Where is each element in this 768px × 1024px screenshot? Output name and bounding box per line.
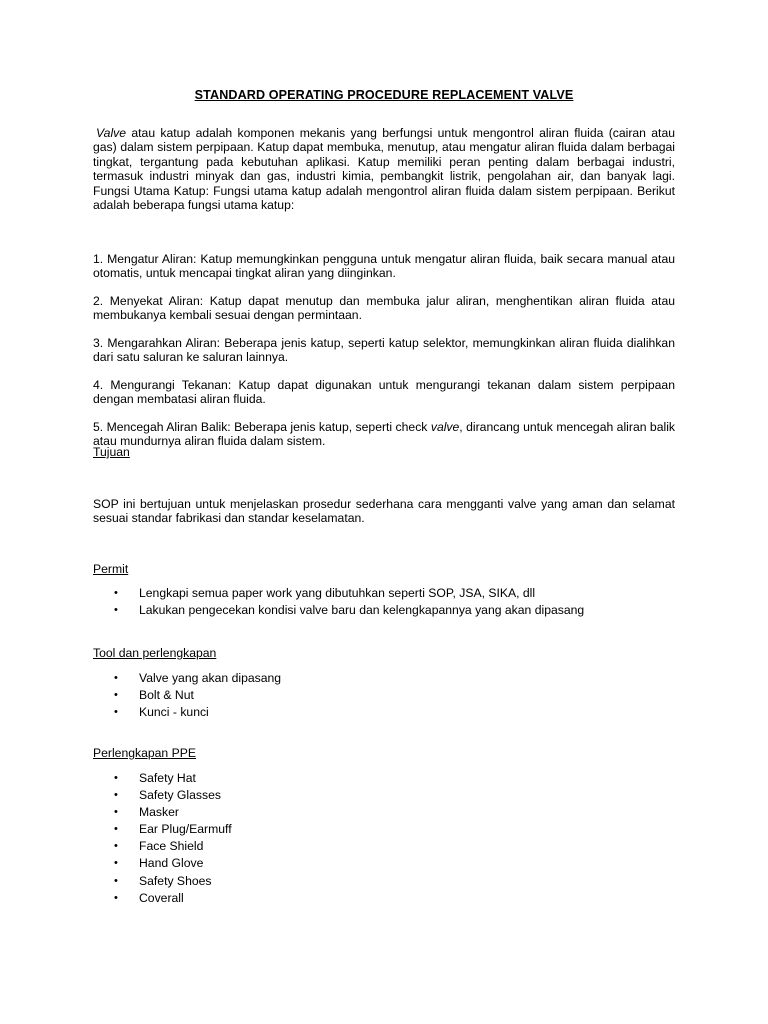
function-item-5 bbox=[93, 420, 675, 449]
list-item-text: Face Shield bbox=[139, 839, 204, 854]
permit-heading: Permit bbox=[93, 562, 129, 576]
ppe-list bbox=[93, 770, 675, 907]
list-item bbox=[93, 838, 675, 855]
permit-list bbox=[93, 585, 675, 619]
list-item-text: Kunci - kunci bbox=[139, 705, 209, 720]
function-item-4: 4. Mengurangi Tekanan: Katup dapat digunakan untuk mengurangi tekanan dalam sistem perpipaan dengan membatasi aliran fluida. bbox=[93, 378, 675, 407]
list-item bbox=[93, 687, 675, 704]
bullet-icon: • bbox=[114, 604, 118, 616]
ppe-heading: Perlengkapan PPE bbox=[93, 746, 196, 760]
list-item-text: Lengkapi semua paper work yang dibutuhkan seperti SOP, JSA, SIKA, dll bbox=[139, 586, 536, 600]
list-item bbox=[93, 704, 675, 721]
bullet-icon: • bbox=[114, 823, 118, 836]
list-item-text: Hand Glove bbox=[139, 856, 204, 871]
list-item bbox=[93, 670, 675, 687]
list-item bbox=[93, 770, 675, 787]
list-item-text: Masker bbox=[139, 805, 179, 820]
document-title: STANDARD OPERATING PROCEDURE REPLACEMENT VALVE bbox=[194, 88, 574, 102]
bullet-icon: • bbox=[114, 587, 118, 599]
document-page bbox=[93, 0, 675, 1024]
list-item bbox=[93, 855, 675, 872]
list-item bbox=[93, 821, 675, 838]
intro-italic-word: Valve bbox=[96, 126, 127, 140]
intro-text: atau katup adalah komponen mekanis yang berfungsi untuk mengontrol aliran fluida (cairan atau gas) dalam sistem perpipaan. Katup dapat membuka, menutup, atau mengatur aliran fluida dalam berbagai tingkat, tergantung pada kebutuhan aplikasi. Katup memiliki peran penting dalam berbagai industri, termasuk industri minyak dan gas, industri kimia, pembangkit listrik, pengolahan air, dan banyak lagi. Fungsi Utama Katup: Fungsi utama katup adalah mengontrol aliran fluida dalam sistem perpipaan. Berikut adalah beberapa fungsi utama katup: bbox=[93, 126, 675, 213]
list-item bbox=[93, 585, 675, 602]
bullet-icon: • bbox=[114, 857, 118, 870]
list-item bbox=[93, 804, 675, 821]
bullet-icon: • bbox=[114, 891, 118, 904]
list-item-text: Safety Glasses bbox=[139, 788, 221, 803]
function-item-2: 2. Menyekat Aliran: Katup dapat menutup dan membuka jalur aliran, menghentikan aliran fluida atau membukanya kembali sesuai dengan permintaan. bbox=[93, 294, 675, 323]
list-item-text: Bolt & Nut bbox=[139, 688, 194, 703]
list-item-text: Ear Plug/Earmuff bbox=[139, 822, 232, 837]
bullet-icon: • bbox=[114, 806, 118, 819]
tujuan-paragraph: SOP ini bertujuan untuk menjelaskan prosedur sederhana cara mengganti valve yang aman dan selamat sesuai standar fabrikasi dan standar keselamatan. bbox=[93, 497, 675, 526]
list-item bbox=[93, 787, 675, 804]
function-5-text-after: , dirancang untuk mencegah aliran balik atau mundurnya aliran fluida dalam sistem. bbox=[93, 420, 675, 449]
bullet-icon: • bbox=[114, 772, 118, 784]
function-5-text-before: 5. Mencegah Aliran Balik: Beberapa jenis katup, seperti check bbox=[93, 420, 431, 434]
bullet-icon: • bbox=[114, 789, 118, 802]
tujuan-heading: Tujuan bbox=[93, 445, 130, 459]
bullet-icon: • bbox=[114, 672, 118, 684]
bullet-icon: • bbox=[114, 706, 118, 719]
list-item bbox=[93, 602, 675, 619]
function-item-1: 1. Mengatur Aliran: Katup memungkinkan pengguna untuk mengatur aliran fluida, baik secara manual atau otomatis, untuk mencapai tingkat aliran yang diinginkan. bbox=[93, 252, 675, 281]
function-5-italic: valve bbox=[430, 420, 460, 434]
list-item-text: Coverall bbox=[139, 890, 184, 905]
list-item-text: Valve yang akan dipasang bbox=[139, 671, 282, 685]
function-item-3: 3. Mengarahkan Aliran: Beberapa jenis katup, seperti katup selektor, memungkinkan aliran fluida dialihkan dari satu saluran ke saluran lainnya. bbox=[93, 336, 675, 365]
list-item bbox=[93, 890, 675, 907]
tools-list bbox=[93, 670, 675, 721]
list-item bbox=[93, 873, 675, 890]
list-item-text: Lakukan pengecekan kondisi valve baru dan kelengkapannya yang akan dipasang bbox=[139, 603, 585, 617]
tools-heading: Tool dan perlengkapan bbox=[93, 646, 217, 660]
list-item-text: Safety Hat bbox=[139, 771, 196, 785]
bullet-icon: • bbox=[114, 840, 118, 853]
bullet-icon: • bbox=[114, 874, 118, 887]
intro-paragraph bbox=[93, 126, 675, 212]
list-item-text: Safety Shoes bbox=[139, 873, 212, 888]
bullet-icon: • bbox=[114, 689, 118, 702]
